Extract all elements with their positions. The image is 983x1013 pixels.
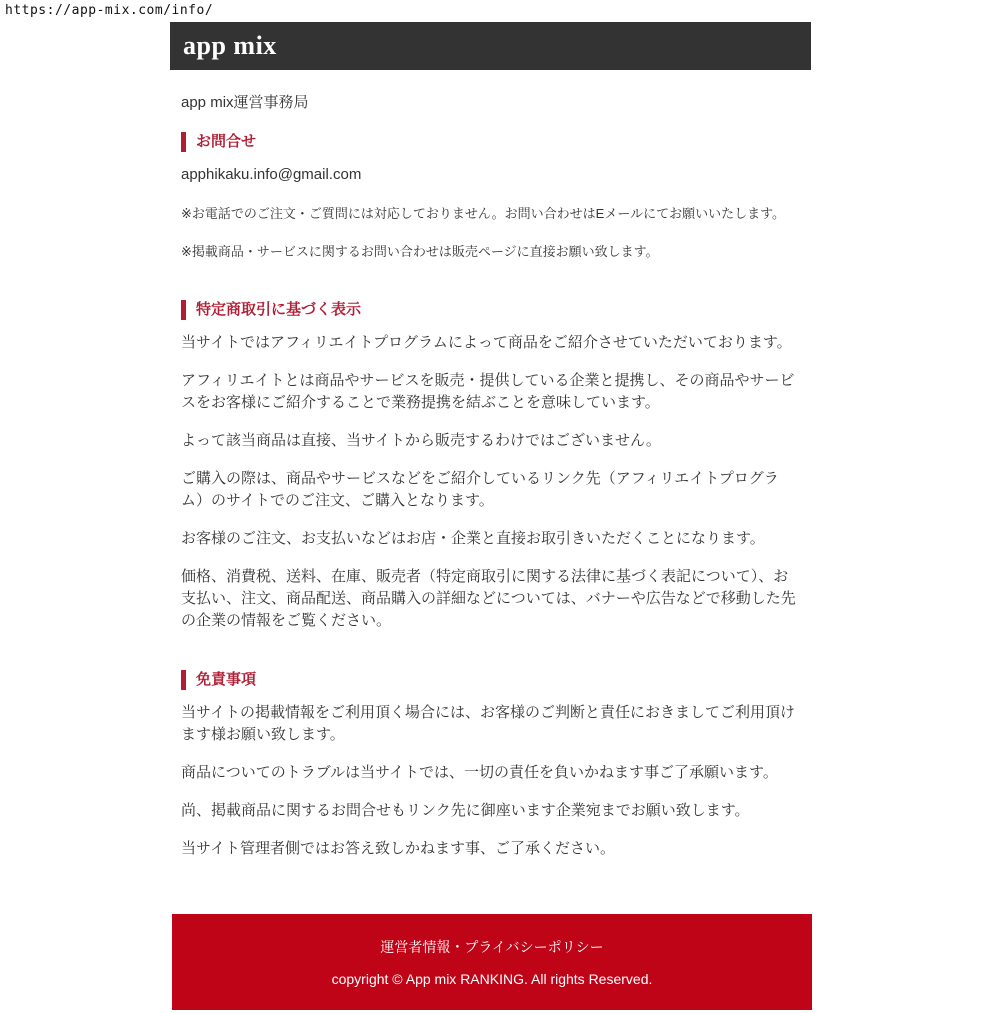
site-footer (172, 914, 812, 1010)
office-name: app mix運営事務局 (181, 94, 309, 111)
transactions-paragraph: 価格、消費税、送料、在庫、販売者（特定商取引に関する法律に基づく表記について）、お支払い、注文、商品配送、商品購入の詳細などについては、バナーや広告などで移動した先の企業の情報をご覧ください。 (181, 568, 796, 629)
transactions-paragraph: よって該当商品は直接、当サイトから販売するわけではございません。 (181, 432, 661, 449)
transactions-heading: 特定商取引に基づく表示 (181, 300, 800, 320)
page-url: https://app-mix.com/info/ (5, 3, 214, 18)
disclaimer-paragraph: 当サイト管理者側ではお答え致しかねます事、ご了承ください。 (181, 840, 615, 857)
transactions-paragraph: アフィリエイトとは商品やサービスを販売・提供している企業と提携し、その商品やサービスをお客様にご紹介することで業務提携を結ぶことを意味しています。 (181, 372, 795, 411)
site-title: app mix (183, 31, 277, 60)
disclaimer-paragraph: 商品についてのトラブルは当サイトでは、一切の責任を負いかねます事ご了承願います。 (181, 764, 778, 781)
disclaimer-paragraph: 尚、掲載商品に関するお問合せもリンク先に御座います企業宛までお願い致します。 (181, 802, 750, 819)
footer-privacy-link[interactable]: 運営者情報・プライバシーポリシー (380, 939, 604, 955)
contact-note-products: ※掲載商品・サービスに関するお問い合わせは販売ページに直接お願い致します。 (181, 244, 659, 259)
contact-heading: お問合せ (181, 132, 800, 152)
main-content (170, 92, 811, 860)
transactions-paragraph: ご購入の際は、商品やサービスなどをご紹介しているリンク先（アフィリエイトプログラム）のサイトでのご注文、ご購入となります。 (181, 470, 779, 509)
disclaimer-paragraph: 当サイトの掲載情報をご利用頂く場合には、お客様のご判断と責任におきましてご利用頂けます様お願い致します。 (181, 704, 795, 743)
contact-email: apphikaku.info@gmail.com (181, 166, 362, 183)
site-header (170, 22, 811, 70)
page-column (170, 22, 811, 860)
contact-note-phone: ※お電話でのご注文・ご質問には対応しておりません。お問い合わせはEメールにてお願いいたします。 (181, 206, 786, 221)
transactions-paragraph: お客様のご注文、お支払いなどはお店・企業と直接お取引きいただくことになります。 (181, 530, 765, 547)
copyright-text: copyright © App mix RANKING. All rights Reserved. (331, 971, 653, 987)
disclaimer-heading: 免責事項 (181, 670, 800, 690)
transactions-paragraph: 当サイトではアフィリエイトプログラムによって商品をご紹介させていただいております。 (181, 334, 792, 351)
